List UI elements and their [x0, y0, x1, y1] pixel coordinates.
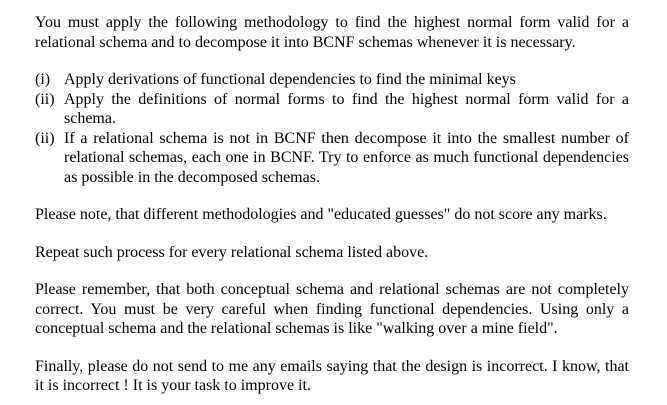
step-number: (ii)	[35, 90, 55, 108]
list-item	[35, 90, 629, 129]
step-text: If a relational schema is not in BCNF then decompose it into the smallest number of relational schemas, each one in BCNF. Try to enforce as much functional dependencies as possible in the decomposed schemas.	[64, 129, 629, 186]
step-number: (i)	[35, 71, 51, 88]
methodology-steps-list	[35, 70, 629, 187]
list-item	[35, 70, 629, 90]
spacer	[35, 52, 629, 70]
repeat-paragraph: Repeat such process for every relational schema listed above.	[35, 243, 429, 261]
spacer	[35, 262, 629, 280]
spacer	[35, 187, 629, 205]
list-item	[35, 129, 629, 188]
spacer	[35, 225, 629, 243]
step-number: (ii)	[35, 129, 55, 147]
document-page	[35, 13, 629, 396]
step-text: Apply the definitions of normal forms to find the highest normal form valid for a schema.	[64, 90, 629, 127]
step-text: Apply derivations of functional dependencies to find the minimal keys	[64, 71, 516, 88]
note-paragraph: Please note, that different methodologies and "educated guesses" do not score any marks.	[35, 206, 607, 223]
spacer	[35, 339, 629, 357]
finally-paragraph: Finally, please do not send to me any emails saying that the design is incorrect. I know, that it is incorrect ! It is your task to improve it.	[35, 357, 629, 394]
remember-paragraph: Please remember, that both conceptual schema and relational schemas are not completely correct. You must be very careful when finding functional dependencies. Using only a conceptual schema and the relational schemas is like "walking over a mine field".	[35, 281, 629, 337]
intro-paragraph: You must apply the following methodology to find the highest normal form valid for a relational schema and to decompose it into BCNF schemas whenever it is necessary.	[35, 14, 629, 51]
